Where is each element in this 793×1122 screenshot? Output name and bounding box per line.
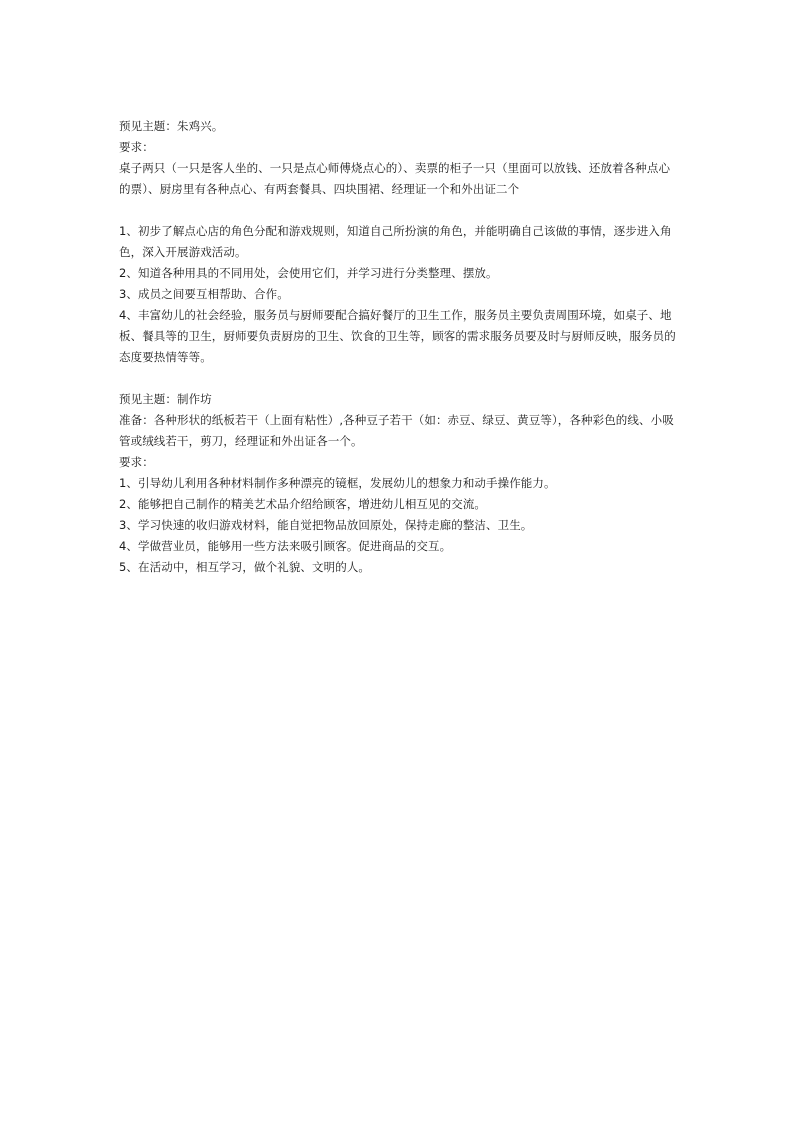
section1-title: 预见主题：朱鸡兴。 [119,119,224,133]
section2-item-3: 3、学习快速的收归游戏材料，能自觉把物品放回原处，保持走廊的整洁、卫生。 [119,518,533,532]
section1-item-1: 1、初步了解点心店的角色分配和游戏规则，知道自己所扮演的角色，并能明确自己该做的事情，逐步进入角色，深入开展游戏活动。 [119,224,672,259]
section2-item-5: 5、在活动中，相互学习，做个礼貌、文明的人。 [119,560,371,574]
section2-item-1: 1、引导幼儿利用各种材料制作多种漂亮的镜框，发展幼儿的想象力和动手操作能力。 [119,476,556,490]
section2-title: 预见主题：制作坊 [119,392,212,406]
section2-requirements-label: 要求： [119,455,154,469]
section2-item-2: 2、能够把自己制作的精美艺术品介绍给顾客，增进幼儿相互见的交流。 [119,497,487,511]
section2-item-4: 4、学做营业员，能够用一些方法来吸引顾客。促进商品的交互。 [119,539,452,553]
document-body [119,116,679,578]
section1-requirements-label: 要求： [119,140,154,154]
section2-preparation: 准备：各种形状的纸板若干（上面有粘性）,各种豆子若干（如：赤豆、绿豆、黄豆等），各种彩色的线、小吸管或绒线若干，剪刀，经理证和外出证各一个。 [119,413,674,448]
section1-item-3: 3、成员之间要互相帮助、合作。 [119,287,289,301]
section1-item-4: 4、丰富幼儿的社会经验，服务员与厨师要配合搞好餐厅的卫生工作，服务员主要负责周围环境，如桌子、地板、餐具等的卫生，厨师要负责厨房的卫生、饮食的卫生等，顾客的需求服务员要及时与厨师反映，服务员的态度要热情等等。 [119,308,676,364]
paragraph-gap [119,368,679,389]
section1-materials: 桌子两只（一只是客人坐的、一只是点心师傅烧点心的）、卖票的柜子一只（里面可以放钱、还放着各种点心的票）、厨房里有各种点心、有两套餐具、四块围裙、经理证一个和外出证二个 [119,161,671,196]
section1-item-2: 2、知道各种用具的不同用处，会使用它们，并学习进行分类整理、摆放。 [119,266,498,280]
paragraph-gap [119,200,679,221]
